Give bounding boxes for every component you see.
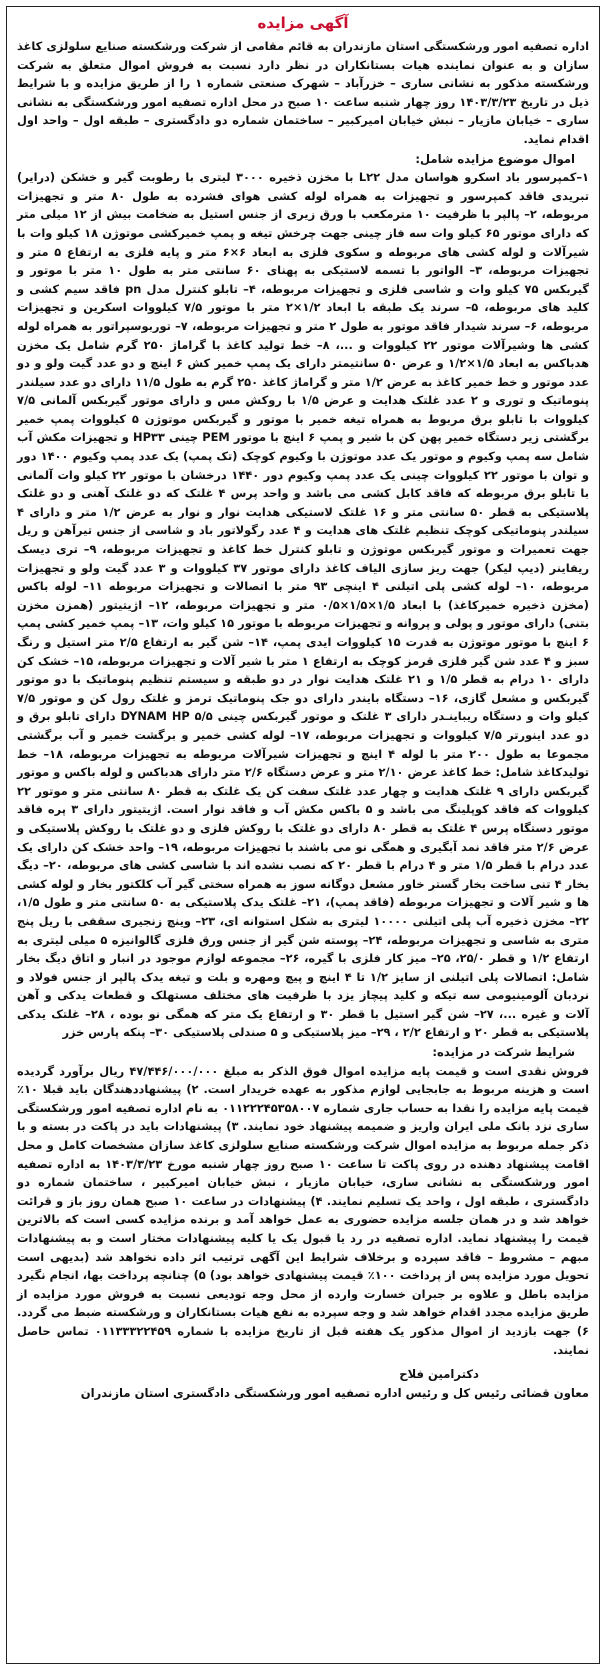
signature-role: معاون قضائی رئیس کل و رئیس اداره تصفیه امور ورشکستگی دادگستری استان مازندران	[80, 1385, 589, 1400]
conditions-heading: شرایط شرکت در مزایده:	[432, 1045, 575, 1060]
signature-name: دکترامین فلاح	[399, 1367, 479, 1382]
auction-items: ۱–کمپرسور باد اسکرو هواسان مدل L۲۲ با مخزن ذخیره ۳۰۰۰ لیتری با رطوبت گیر و خشکن (درایر) تبریدی فاقد کمپرسور و تجهیزات به همراه لوله کشی هوای فشرده به طول ۸۰ متر و تجهیزات مربوطه، ۲– پالپر با ظرفیت ۱۰ مترمکعب با ورق زیری از جنس استیل به ضخامت بیش از ۱۲ میلی متر که دارای موتور ۶۵ کیلو وات سه فاز چینی جهت چرخش تیغه و پمپ خمیرکشی موتوژن ۱۸ کیلو وات با شیرآلات و لوله کشی های مربوطه و سکوی فلزی به ابعاد ۶×۶ متر و پایه فلزی به ارتفاع ۵ متر و تجهیزات مربوطه، ۳– الواتور با تسمه لاستیکی به پهنای ۶۰ سانتی متر به طول ۱۰ متر با موتور و گیربکس ۷۵ کیلو وات و شاسی فلزی و تجهیزات مربوطه، ۴– تابلو کنترل مدل pn فاقد سیم کشی و کلید های مربوطه، ۵– سرند یک طبقه با ابعاد ۱/۲×۲ متر با موتور ۷/۵ کیلووات اسکرین و تجهیزات مربوطه، ۶– سرند شیدار فاقد موتور به طول ۲ متر و تجهیزات مربوطه، ۷– توربوسپراتور به همراه لوله کشی ها وشیرآلات موتور ۲۲ کیلووات و ...، ۸– خط تولید کاغذ با گراماژ ۲۵۰ گرم شامل یک مخزن هدباکس به ابعاد ۱/۵×۱/۲ و عرض ۵۰ سانتیمتر دارای یک پمپ خمیر کش ۶ اینچ و دو عدد گیت ولو و دو عدد موتور و خط خمیر کاغذ به عرض ۱/۲ متر و گراماژ کاغذ ۲۵۰ گرم به طول ۱۱/۵ دارای دو عدد سیلندر پنوماتیک و توری و ۲ عدد غلتک هدایت و عرض ۱/۵ با روکش مس و دارای موتور گیربکس آلمانی ۷/۵ کیلووات با تابلو برق مربوط به همراه تیغه خمیر با موتور و گیربکس موتوژن ۵ کیلووات پمپ خمیر برگشتی زیر دستگاه خمیر پهن کن با شیر و پمپ ۶ اینچ با موتور PEM چینی HP۳۳ و تجهیزات مکش آب شامل سه پمپ وکیوم و موتور یک عدد موتوژن با وکیوم کوچک (تک پمپ) یک عدد پمپ وکیوم ۱۴۰۰ دور و توان با موتور ۲۲ کیلووات چینی یک عدد پمپ وکیوم دور ۱۴۴۰ درخشان با موتور ۲۲ کیلو وات آلمانی با تابلو برق مربوطه که فاقد کابل کشی می باشد و واحد پرس ۴ غلتک که دو غلتک آهنی و دو غلتک پلاستیکی به قطر ۵۰ سانتی متر و ۱۶ غلتک لاستیکی هدایت نوار و نوار به عرض ۱/۲ متر و دارای ۴ سیلندر پنوماتیکی کوچک تنظیم غلتک های هدایت و ۴ عدد رگولاتور باد و شاسی از جنس تیرآهن و ریل جهت تعمیرات و موتور گیربکس موتوژن و تابلو کنترل خط کاغذ و تجهیزات مربوطه، ۹– تری دیسک ریفاینر (دیپ لیکر) جهت ریز سازی الیاف کاغذ دارای موتور ۳۷ کیلووات و ۳ عدد گیت ولو و تجهیزات مربوطه، ۱۰– لوله کشی پلی اتیلنی ۴ اینچی ۹۳ متر با اتصالات و تجهیزات مربوطه ۱۱– لوله باکس (مخزن ذخیره خمیرکاغذ) با ابعاد ۱/۵×۱/۵×۰/۵ متر و تجهیزات مربوطه، ۱۲– اژیتیتور (همزن مخزن بتنی) دارای موتور و پولی و پروانه و تجهیزات مربوطه با موتور ۱۵ کیلو وات، ۱۳– پمپ خمیر کشی پمپ ۶ اینچ با موتور موتوژن به قدرت ۱۵ کیلووات ایدی پمپ، ۱۴– شن گیر به ارتفاع ۲/۵ متر استیل و رنگ سبز و ۴ عدد شن گیر فلزی قرمز کوچک به ارتفاع ۱ متر با شیر آلات و تجهیزات مربوطه، ۱۵– خشک کن دارای ۱۰ درام به قطر ۱/۵ و ۲۱ غلتک هدایت نوار در دو طبقه و سیستم تنظیم پنوماتیک با دو موتور گیربکس و مشعل گازی، ۱۶– دستگاه بایندر دارای دو جک پنوماتیک ترمز و غلتک رول کن و موتور ۷/۵ کیلو وات و دستگاه ریباینـدر دارای ۳ غلتک و موتور گیربکس چینی ۵/۵ DYNAM HP دارای تابلو برق و دو عدد اینورتر ۷/۵ کیلووات و تجهیزات مربوطه، ۱۷– لوله کشی خمیر و برگشت خمیر و آب برگشتی مجموعا به طول ۲۰۰ متر با لوله ۴ اینچ و تجهیزات شیرآلات مربوطه به تجهیزات مربوطه، ۱۸– خط تولیدکاغذ شامل: خط کاغذ عرض ۲/۱۰ متر و عرض دستگاه ۲/۶ متر دارای هدباکس و لوله باکس و موتور گیربکس دارای ۹ غلتک هدایت و چهار عدد غلتک سفت کن یک غلتک به قطر ۸۰ سانتی متر و موتور ۲۲ کیلووات که فاقد کوپلینگ می باشد و ۵ باکس مکش آب و فاقد نوار است. اژیتیتور دارای ۳ پره فاقد موتور دستگاه پرس ۴ غلتک به قطر ۸۰ دارای دو غلتک با روکش فلزی و دو غلتک با روکش پلاستیکی و عرض ۲/۶ متر فاقد نمد آبگیری و همگی نو می باشند با تجهیزات مربوطه، ۱۹– واحد خشک کن دارای یک عدد درام با قطر ۱/۵ متر و ۴ درام با قطر ۲۰ که نصب نشده اند با شاسی کشی های مربوطه، ۲۰– دیگ بخار ۴ تنی ساخت بخار گستر خاور مشعل دوگانه سوز به همراه سختی گیر آب کلکتور بخار و لوله کشی ها و شیر آلات و تجهیزات مربوطه (فاقد پمپ)، ۲۱– غلتک یدک پلاستیکی به ۵۰ سانتی متر و طول ۱/۵، ۲۲– مخزن ذخیره آب پلی اتیلنی ۱۰۰۰۰ لیتری به شکل استوانه ای، ۲۳– وینچ زنجیری سقفی با ریل پنج متری به شاسی و تجهیزات مربوطه، ۲۴– پوسته شن گیر از جنس ورق فلزی گالوانیزه ۵ میلی لیتری به ارتفاع ۱/۲ و قطر ۲۵/۰، ۲۵– میز کار فلزی با گیره، ۲۶– مجموعه لوازم موجود در انبار و اتاق دیگ بخار شامل: اتصالات پلی اتیلنی از سایز ۱/۲ تا ۴ اینچ و پیچ ومهره و بلت و تیغه یدک پالپر از جنس فولاد و نردبان آلومینیومی سه تیکه و کلید پیچاز یزد با ظرفیت های مختلف مستهلک و قطعات یدکی و آهن آلات و غیره ...، ۲۷– شن گیر استیل با قطر ۳۰ و ارتفاع یک متر که همگی نو بوده ، ۲۸– غلتک یدکی پلاستیکی به قطر ۲۰ و ارتفاع ۲/۲ ، ۲۹– میز پلاستیکی و ۵ صندلی پلاستیکی ۳۰– پنکه پارس خزر	[17, 170, 590, 1040]
auction-conditions: فروش نقدی است و قیمت پایه مزایده اموال فوق الذکر به مبلغ ۴۷/۴۴۶/۰۰۰/۰۰۰ ریال برآورد گردیده است و هزینه مربوط به جابجایی لوازم مذکور به عهده خریدار است. ۲) پیشنهاددهندگان باید قبلا ۱۰٪ قیمت پایه مزایده را نقدا به حساب جاری شماره ۰۱۱۲۲۲۴۵۳۵۸۰۰۷ به نام اداره تصفیه امور ورشکستگی ساری نزد بانک ملی ایران واریز و ضمیمه پیشنهاد خود نمایند. ۳) پیشنهادات باید در پاکت در بسته و با ذکر جمله مربوط به مزایده اموال شرکت ورشکسته صنایع سلولزی کاغذ سازان مشخصات کامل و محل اقامت پیشنهاد دهنده در روی پاکت تا ساعت ۱۰ صبح روز چهار شنبه مورخ ۱۴۰۳/۳/۲۳ به اداره تصفیه امور ورشکستگی به نشانی ساری، خیابان مازیار ، نبش خیابان امیرکبیر ، ساختمان شماره دو دادگستری ، طبقه اول ، واحد یک تسلیم نمایند. ۴) پیشنهادات در ساعت ۱۰ صبح همان روز باز و قرائت خواهد شد و در همان جلسه مزایده حضوری به عمل خواهد آمد و برنده مزایده کسی است که بالاترین قیمت را پیشنهاد نماید. اداره تصفیه در رد یا قبول یک یا کلیه پیشنهادات مختار است و به پیشنهادات مبهم – مشروط – فاقد سپرده و برخلاف شرایط این آگهی ترتیب اثر داده نخواهد شد (بدیهی است تحویل مورد مزایده پس از پرداخت ۱۰۰٪ قیمت پیشنهادی خواهد بود) ۵) چنانچه پرداخت بها، انجام نگیرد مزایده باطل و علاوه بر جبران خسارت وارده از محل وجه تودیعی نسبت به فروش مورد مزایده از طریق مزایده مجدد اقدام خواهد شد و وجه سپرده به نفع هیات بستانکاران و ورشکسته ضبط می گردد. ۶) جهت بازدید از اموال مذکور یک هفته قبل از تاریخ مزایده با شماره ۰۱۱۳۳۳۲۲۴۵۹ تماس حاصل نمایند.	[17, 1063, 589, 1357]
notice-title: آگهی مزایده	[257, 14, 349, 32]
notice-intro: اداره تصفیه امور ورشکستگی استان مازندران به قائم مقامی از شرکت ورشکسته صنایع سلولزی کاغذ سازان و به عنوان نماینده هیات بستانکاران در نظر دارد نسبت به فروش اموال متعلق به شرکت ورشکسته مذکور به نشانی ساری – خزرآباد – شهرک صنعتی شماره ۱ را از طریق مزایده و با شرایط ذیل در تاریخ ۱۴۰۳/۳/۲۳ روز چهار شنبه ساعت ۱۰ صبح در محل اداره تصفیه امور ورشکستگی به نشانی ساری – خیابان مازیار – نبش خیابان امیرکبیر – ساختمان شماره دو دادگستری – طبقه اول – واحد اول اقدام نماید.	[17, 39, 589, 146]
subject-heading: اموال موضوع مزایده شامل:	[415, 151, 575, 166]
signature-block	[17, 1365, 589, 1402]
auction-notice	[6, 6, 600, 1664]
